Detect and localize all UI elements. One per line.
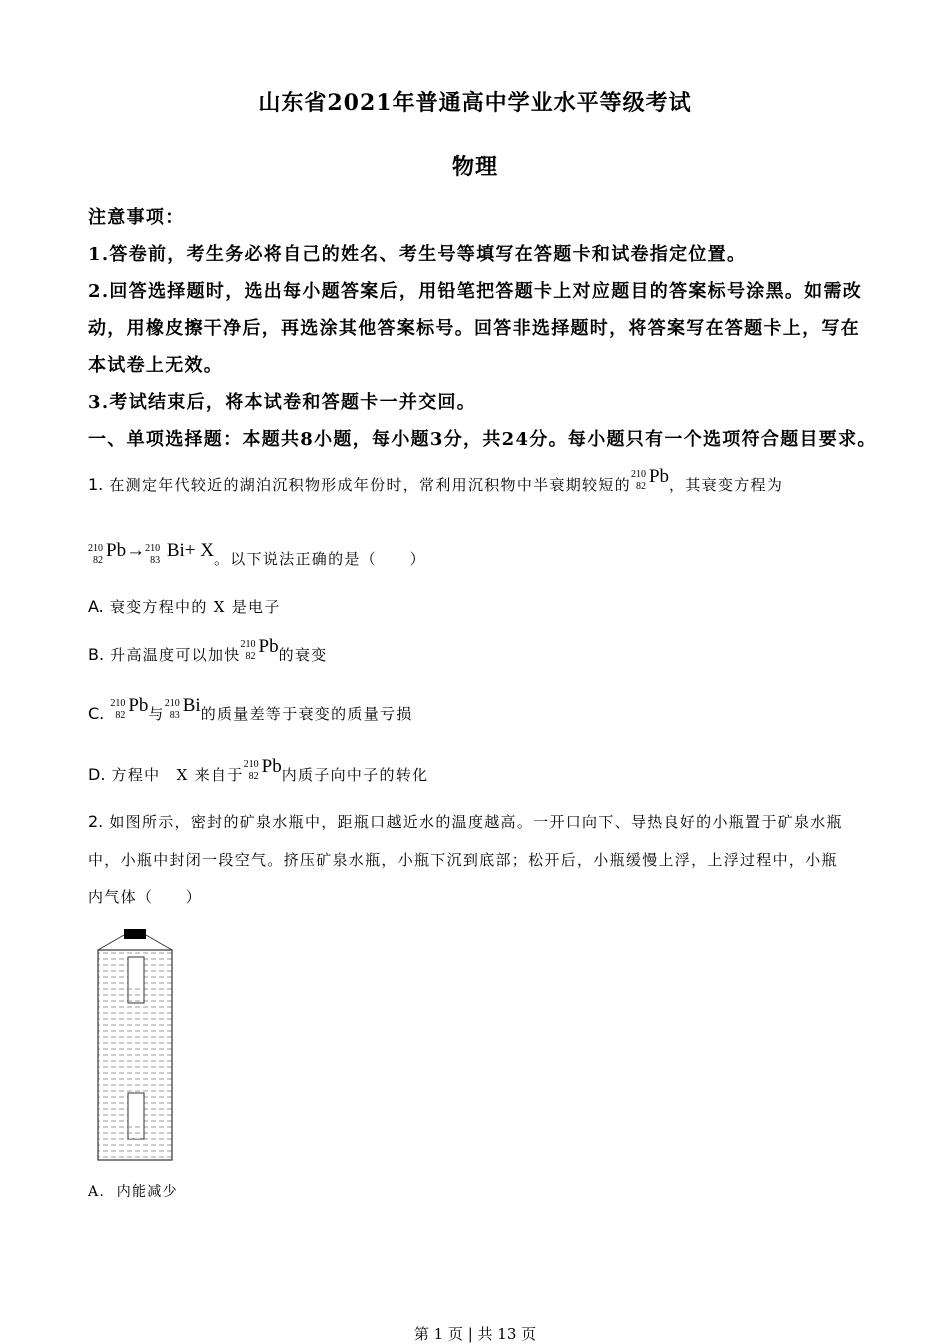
atomic-number: 82	[93, 554, 103, 566]
mass-number: 210	[164, 697, 180, 709]
bottle-cap	[124, 929, 146, 939]
option-text: 的衰变	[278, 646, 328, 664]
element-symbol: Pb	[106, 540, 127, 561]
q1-text: ，其衰变方程为	[669, 476, 784, 494]
q2-line-2: 中，小瓶中封闭一段空气。挤压矿泉水瓶，小瓶下沉到底部；松开后，小瓶缓慢上浮，上浮过程中，小瓶	[88, 851, 838, 869]
option-label: D.	[88, 765, 106, 784]
element-symbol: Pb	[258, 636, 279, 657]
element-symbol: Bi	[166, 540, 185, 561]
section-heading: 一、单项选择题：本题共8小题，每小题3分，共24分。每小题只有一个选项符合题目要求。	[88, 429, 877, 450]
atomic-number: 82	[115, 709, 126, 721]
option-label: A.	[88, 597, 104, 616]
q1-text: 在测定年代较近的湖泊沉积物形成年份时，常利用沉积物中半衰期较短的	[109, 476, 631, 494]
note-line: 1.答卷前，考生务必将自己的姓名、考生号等填写在答题卡和试卷指定位置。	[88, 244, 747, 265]
mass-number: 210	[630, 468, 646, 480]
option-label: C.	[88, 704, 105, 723]
q1-option-b[interactable]	[88, 636, 328, 669]
mass-number: 210	[110, 697, 126, 709]
q1-number: 1.	[88, 475, 104, 494]
nuclide-pb	[630, 466, 670, 499]
exam-title: 山东省2021年普通高中学业水平等级考试	[258, 90, 692, 116]
mass-number: 210	[243, 758, 259, 770]
note-line: 3.考试结束后，将本试卷和答题卡一并交回。	[88, 392, 477, 413]
option-text: 内能减少	[116, 1184, 178, 1200]
option-label: B.	[88, 645, 105, 664]
atomic-number: 82	[245, 650, 256, 662]
element-symbol: Pb	[128, 695, 149, 716]
element-symbol: Pb	[261, 756, 282, 777]
q2-line-3: 内气体（ ）	[88, 888, 203, 906]
bottle-figure	[95, 926, 177, 1162]
option-text: 与	[148, 705, 165, 723]
subject-title: 物理	[451, 154, 498, 180]
mass-number: 210	[240, 638, 256, 650]
q2-text: 如图所示，密封的矿泉水瓶中，距瓶口越近水的温度越高。一开口向下、导热良好的小瓶置于矿泉水瓶	[109, 813, 843, 831]
nuclide-pb	[240, 636, 279, 669]
option-text: 方程中 X 来自于	[111, 766, 244, 784]
option-text: 内质子向中子的转化	[281, 766, 429, 784]
atomic-number: 83	[150, 554, 161, 566]
nuclide-pb	[243, 756, 282, 789]
option-text: 的质量差等于衰变的质量亏损	[200, 705, 413, 723]
note-line: 2.回答选择题时，选出每小题答案后，用铅笔把答题卡上对应题目的答案标号涂黑。如需改	[88, 281, 863, 302]
nuclide-pb	[88, 540, 127, 573]
nuclide-bi	[145, 540, 185, 573]
note-line: 本试卷上无效。	[88, 355, 224, 376]
q1-option-c[interactable]	[88, 695, 413, 728]
atomic-number: 82	[635, 480, 646, 492]
option-text: 衰变方程中的 X 是电子	[109, 598, 281, 616]
page-footer: 第 1 页 | 共 13 页	[413, 1325, 537, 1343]
q2-option-a[interactable]	[88, 1181, 178, 1201]
arrow: →	[126, 540, 146, 561]
element-symbol: Bi	[182, 695, 201, 716]
plus-x: + X	[184, 540, 214, 561]
element-symbol: Pb	[648, 466, 670, 487]
q2-line-1	[88, 811, 843, 832]
option-label: A.	[88, 1184, 106, 1200]
mass-number: 210	[145, 542, 161, 554]
q1-line-1	[88, 466, 784, 499]
q1-text: 。以下说法正确的是（ ）	[213, 550, 426, 568]
notes-heading: 注意事项：	[88, 207, 185, 228]
nuclide-bi	[164, 695, 201, 728]
mass-number: 210	[88, 542, 103, 554]
option-text: 升高温度可以加快	[110, 646, 241, 664]
note-line: 动，用橡皮擦干净后，再选涂其他答案标号。回答非选择题时，将答案写在答题卡上，写在	[88, 318, 860, 339]
atomic-number: 82	[248, 770, 259, 782]
atomic-number: 83	[169, 709, 180, 721]
q1-equation-line	[88, 540, 426, 573]
nuclide-pb	[110, 695, 149, 728]
q1-option-a[interactable]	[88, 596, 281, 617]
q2-number: 2.	[88, 812, 104, 831]
q1-option-d[interactable]	[88, 756, 429, 789]
